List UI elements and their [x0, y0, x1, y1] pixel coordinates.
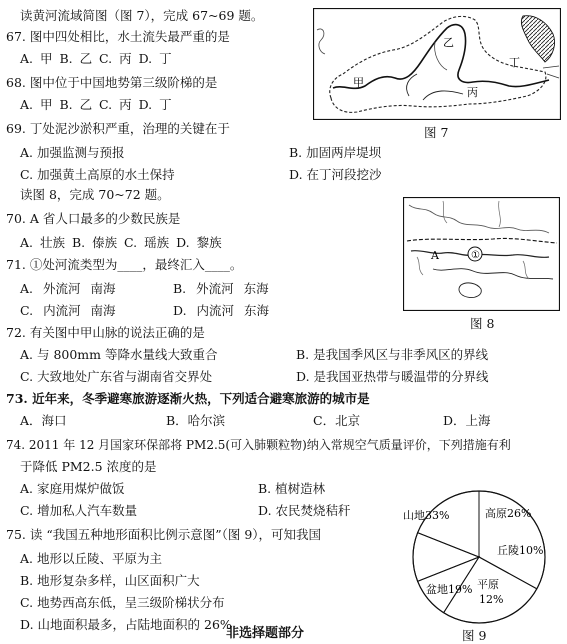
- q72-option-b[interactable]: B. 是我国季风区与非季风区的界线: [296, 347, 489, 362]
- q69-option-b[interactable]: B. 加固两岸堤坝: [289, 145, 382, 160]
- fig8-map: [403, 197, 560, 311]
- q74-stem-line1: 74. 2011 年 12 月国家环保部将 PM2.5(可入肺颗粒物)纳入常规空气质量评价，下列措施有利: [6, 438, 511, 452]
- pie-label-3: 平原: [477, 578, 499, 591]
- q74-option-d[interactable]: D. 农民焚烧秸秆: [258, 503, 351, 518]
- q74-option-b[interactable]: B. 植树造林: [258, 481, 326, 496]
- q71-option-a[interactable]: A. 外流河 南海: [20, 281, 116, 296]
- fig9-caption: 图 9: [462, 628, 487, 643]
- q72-option-c[interactable]: C. 大致地处广东省与湖南省交界处: [20, 369, 213, 384]
- q70-stem: 70. A 省人口最多的少数民族是: [6, 211, 181, 226]
- q68-stem: 68. 图中位于中国地势第三级阶梯的是: [6, 75, 218, 90]
- q75-option-d[interactable]: D. 山地面积最多，占陆地面积的 26%: [20, 617, 232, 632]
- q74-stem-line2: 于降低 PM2.5 浓度的是: [20, 459, 157, 474]
- q72-stem: 72. 有关图中甲山脉的说法正确的是: [6, 325, 205, 340]
- q75-option-a[interactable]: A. 地形以丘陵、平原为主: [20, 551, 162, 566]
- fig7-label-ding: 丁: [509, 56, 520, 69]
- q73-option-c[interactable]: C．北京: [313, 413, 361, 428]
- q72-option-d[interactable]: D. 是我国亚热带与暖温带的分界线: [296, 369, 489, 384]
- q69-option-c[interactable]: C. 加强黄土高原的水土保持: [20, 167, 175, 182]
- q68-options[interactable]: A. 甲 B. 乙 C. 丙 D. 丁: [20, 97, 172, 112]
- pie-label-plain-pct: 12%: [479, 593, 504, 606]
- q74-option-c[interactable]: C. 增加私人汽车数量: [20, 503, 138, 518]
- q73-stem: 73. 近年来，冬季避寒旅游逐渐火热，下列适合避寒旅游的城市是: [6, 391, 370, 406]
- fig7-caption: 图 7: [424, 125, 449, 140]
- pie-label-4: 盆地19%: [426, 583, 473, 596]
- q71-option-c[interactable]: C. 内流河 南海: [20, 303, 116, 318]
- q71-stem: 71. ①处河流类型为____，最终汇入____。: [6, 257, 243, 272]
- fig8-label-circle1: ①: [471, 250, 480, 261]
- q69-stem: 69. 丁处泥沙淤积严重，治理的关键在于: [6, 121, 230, 136]
- fig7-label-jia: 甲: [353, 76, 364, 89]
- pie-label-2: 丘陵10%: [497, 544, 544, 557]
- q67-options[interactable]: A. 甲 B. 乙 C. 丙 D. 丁: [20, 51, 172, 66]
- fig8-caption: 图 8: [470, 316, 495, 331]
- q75-option-b[interactable]: B. 地形复杂多样，山区面积广大: [20, 573, 200, 588]
- fig8-label-A: A: [431, 249, 439, 262]
- pie-label-0: 山地33%: [403, 509, 450, 522]
- q73-option-a[interactable]: A．海口: [20, 413, 67, 428]
- q73-option-b[interactable]: B．哈尔滨: [166, 413, 226, 428]
- q67-stem: 67. 图中四处相比，水土流失最严重的是: [6, 29, 230, 44]
- q69-option-a[interactable]: A. 加强监测与预报: [20, 145, 125, 160]
- q70-options[interactable]: A. 壮族 B. 傣族 C. 瑶族 D. 黎族: [20, 235, 222, 250]
- q75-stem: 75. 读 “我国五种地形面积比例示意图”（图 9），可知我国: [6, 527, 322, 542]
- fig7-map: [313, 8, 561, 120]
- q71-option-b[interactable]: B. 外流河 东海: [173, 281, 269, 296]
- q74-option-a[interactable]: A. 家庭用煤炉做饭: [20, 481, 125, 496]
- q71-option-d[interactable]: D. 内流河 东海: [173, 303, 269, 318]
- fig7-label-yi: 乙: [443, 36, 454, 49]
- intro-fig7: 读黄河流域简图（图 7），完成 67~69 题。: [20, 8, 264, 23]
- section-footer: 非选择题部分: [226, 626, 305, 641]
- fig7-label-bing: 丙: [467, 86, 478, 99]
- q73-option-d[interactable]: D．上海: [443, 413, 491, 428]
- q75-option-c[interactable]: C. 地势西高东低，呈三级阶梯状分布: [20, 595, 225, 610]
- q72-option-a[interactable]: A. 与 800mm 等降水量线大致重合: [20, 347, 218, 362]
- q69-option-d[interactable]: D. 在丁河段挖沙: [289, 167, 382, 182]
- pie-label-1: 高原26%: [485, 507, 532, 520]
- fig9-pie-chart: [397, 489, 561, 625]
- intro-fig8: 读图 8，完成 70~72 题。: [20, 187, 170, 202]
